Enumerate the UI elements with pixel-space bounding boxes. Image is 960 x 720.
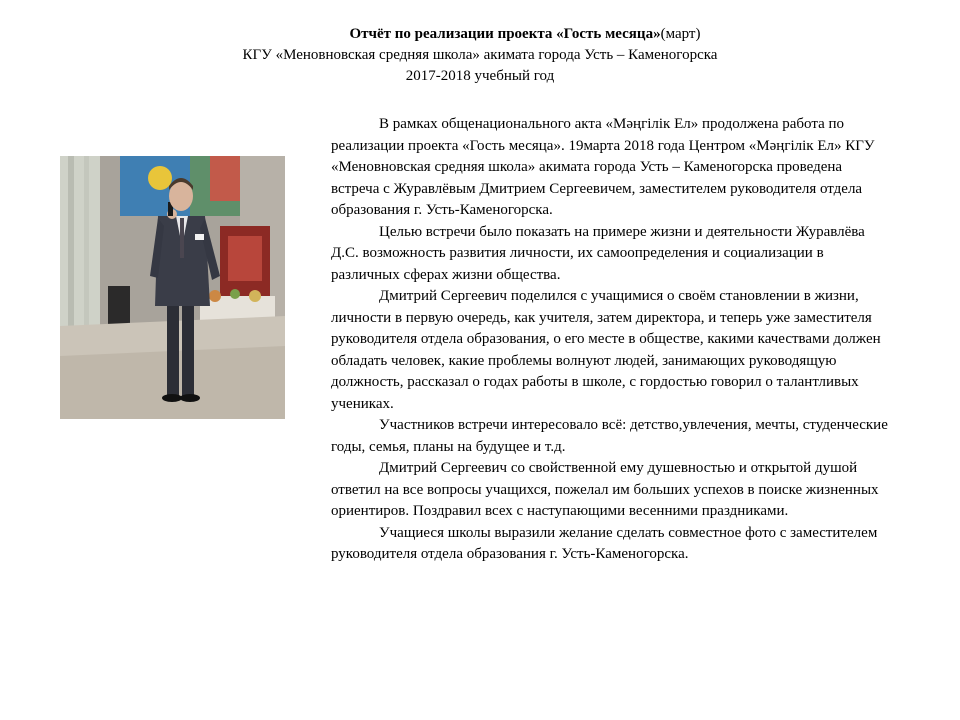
event-photo [60, 156, 285, 419]
report-title-bold: Отчёт по реализации проекта «Гость месяца» [349, 26, 661, 42]
report-body [331, 114, 891, 566]
report-title-suffix: (март) [660, 26, 701, 42]
paragraph: Дмитрий Сергеевич поделился с учащимися о своём становлении в жизни, личности в первую очередь, как учителя, затем директора, и теперь уже заместителя руководителя отдела образования, о его месте в обществе, какими качествами должен обладать человек, какие проблемы волнуют людей, занимающих руководящую должность, рассказал о годах работы в школе, с гордостью говорил о талантливых учениках. [331, 288, 881, 412]
school-name: КГУ «Меновновская средняя школа» акимата города Усть – Каменогорска [242, 47, 718, 63]
paragraph: Участников встречи интересовало всё: детство,увлечения, мечты, студенческие годы, семья, планы на будущее и т.д. [331, 417, 888, 455]
paragraph: Учащиеся школы выразили желание сделать совместное фото с заместителем руководителя отдела образования г. Усть-Каменогорска. [331, 524, 878, 562]
report-title [0, 24, 960, 45]
photo-speaker-icon [60, 156, 285, 419]
report-header [0, 24, 960, 87]
school-year: 2017-2018 учебный год [405, 68, 555, 84]
paragraph: В рамках общенационального акта «Мәңгілік Ел» продолжена работа по реализации проекта «Гость месяца». 19марта 2018 года Центром «Мәңгілік Ел» КГУ «Меновновская средняя школа» акимата города Усть – Каменогорска проведена встреча с Журавлёвым Дмитрием Сергеевичем, заместителем руководителя отдела образования г. Усть-Каменогорска. [331, 116, 875, 218]
paragraph: Дмитрий Сергеевич со свойственной ему душевностью и открытой душой ответил на все вопросы учащихся, пожелал им больших успехов в поиске жизненных ориентиров. Поздравил всех с наступающими весенними праздниками. [331, 460, 879, 519]
paragraph: Целью встречи было показать на примере жизни и деятельности Журавлёва Д.С. возможность развития личности, их самоопределения и социализации в различных сферах жизни общества. [331, 223, 865, 283]
